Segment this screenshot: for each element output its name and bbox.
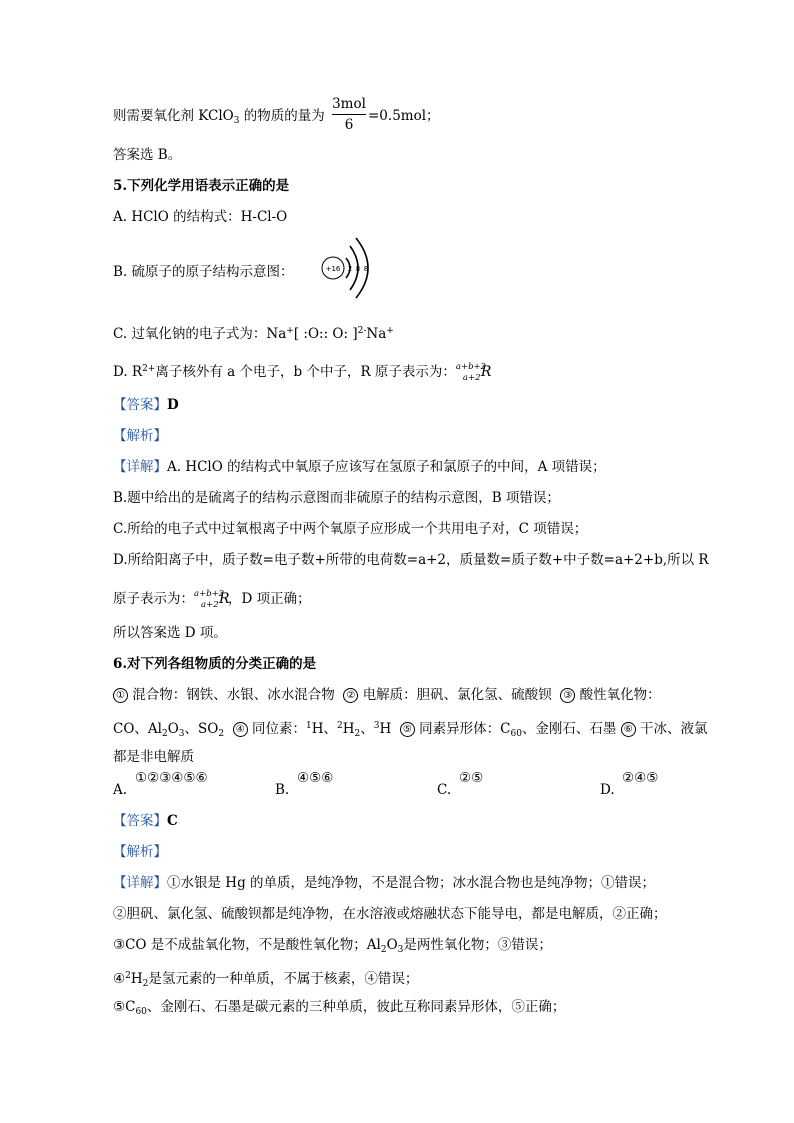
text-span: ③CO 是不成盐氧化物，不是酸性氧化物；Al <box>113 937 381 953</box>
shell-1-electrons: 2 <box>347 265 353 273</box>
text-span: 电解质：胆矾、氯化氢、硫酸钡 <box>362 687 552 703</box>
detail-line: 所以答案选 D 项。 <box>113 625 227 641</box>
circled-number: ④ <box>233 722 248 737</box>
text-span: H <box>342 721 355 737</box>
option-label: C. <box>437 782 452 798</box>
detail-line <box>113 874 655 892</box>
text-span: Na <box>366 326 387 342</box>
statement-row: 都是非电解质 <box>113 749 194 765</box>
mass-number: a+b+2 <box>455 362 487 372</box>
text-span: C. 过氧化钠的电子式为：Na <box>113 326 287 342</box>
option-d <box>600 770 659 798</box>
question-title: 5.下列化学用语表示正确的是 <box>113 178 290 194</box>
subscript: 2 <box>354 729 361 739</box>
text-span: O <box>386 937 398 953</box>
atom-structure-diagram <box>320 236 380 302</box>
answer-line <box>113 812 178 830</box>
fraction-bar <box>332 114 366 115</box>
detail-label: 【详解】 <box>113 459 167 475</box>
answer-value: C <box>167 813 178 829</box>
text-span: ，D 项正确； <box>228 591 311 607</box>
text-span: ⑤C <box>113 999 136 1015</box>
text-span: 是氢元素的一种单质，不属于核素，④错误； <box>148 971 419 987</box>
option-d <box>113 360 490 382</box>
element-symbol: R <box>480 364 492 380</box>
text-span: ①水银是 Hg 的单质，是纯净物，不是混合物；冰水混合物也是纯净物；①错误； <box>167 875 655 891</box>
text-line <box>113 107 325 130</box>
option-a: A. HClO 的结构式：H-Cl-O <box>113 209 288 225</box>
option-c <box>437 770 484 798</box>
superscript: 2- <box>357 326 367 336</box>
detail-line: ②胆矾、氯化氢、硫酸钡都是纯净物，在水溶液或熔融状态下能导电，都是电解质，②正确； <box>113 906 667 922</box>
detail-line <box>113 967 418 993</box>
isotope-notation <box>456 360 490 382</box>
text-span: 、SO <box>184 721 219 737</box>
text-span: A. HClO 的结构式中氧原子应该写在氢原子和氯原子的中间，A 项错误； <box>167 459 606 475</box>
subscript: 60 <box>135 1007 147 1017</box>
superscript: + <box>386 326 394 336</box>
text-span: H <box>130 971 143 987</box>
option-b: B. 硫原子的原子结构示意图： <box>113 264 294 280</box>
fraction-numerator: 3mol <box>332 96 366 112</box>
fraction-denominator: 6 <box>344 117 354 133</box>
analysis-label: 【解析】 <box>113 844 167 860</box>
detail-line: D.所给阳离子中，质子数=电子数+所带的电荷数=a+2，质量数=质子数+中子数=a+2+b,所以 R <box>113 552 709 568</box>
subscript: 2 <box>161 729 168 739</box>
circled-number: ⑤ <box>400 722 415 737</box>
text-span: D. R <box>113 364 143 380</box>
subscript: 60 <box>510 729 522 739</box>
subscript: 2 <box>142 979 149 989</box>
detail-line <box>113 587 311 609</box>
text-span: 、金刚石、石墨是碳元素的三种单质，彼此互称同素异形体，⑤正确； <box>146 999 566 1015</box>
subscript: 3 <box>178 729 185 739</box>
text-span: ④ <box>113 971 126 987</box>
detail-line: B.题中给出的是硫离子的结构示意图而非硫原子的结构示意图，B 项错误； <box>113 490 560 506</box>
text-line: =0.5mol； <box>368 108 440 124</box>
isotope-notation <box>194 587 228 609</box>
detail-label: 【详解】 <box>113 875 167 891</box>
text-span: H、 <box>311 721 337 737</box>
shell-3-electrons: 8 <box>363 265 369 273</box>
superscript: 3 <box>373 721 380 731</box>
text-span: 干冰、液氯 <box>640 721 708 737</box>
circled-number: ③ <box>560 688 575 703</box>
text-span: 混合物：钢铁、水银、冰水混合物 <box>132 687 335 703</box>
mass-number: a+b+2 <box>194 589 225 599</box>
subscript: 2 <box>218 729 225 739</box>
answer-line <box>113 396 179 414</box>
text-span: 离子核外有 a 个电子，b 个中子，R 原子表示为： <box>155 364 456 380</box>
option-label: A. <box>113 782 128 798</box>
atomic-number: a+2 <box>201 600 219 610</box>
text-line: 答案选 B。 <box>113 147 182 163</box>
text-span: 原子表示为： <box>113 591 194 607</box>
circled-number: ① <box>113 688 128 703</box>
option-value: ②④⑤ <box>622 770 659 786</box>
fraction <box>332 96 366 133</box>
text-span: 同素异形体：C <box>419 721 511 737</box>
option-value: ②⑤ <box>459 770 484 786</box>
option-b <box>275 770 334 798</box>
option-a <box>113 770 208 798</box>
option-label: B. <box>275 782 290 798</box>
text-span: 、 <box>360 721 374 737</box>
circled-number: ⑥ <box>621 722 636 737</box>
superscript: 1 <box>305 721 312 731</box>
statement-row <box>113 717 708 743</box>
text-span: 的物质的量为 <box>239 108 325 124</box>
text-span: 则需要氧化剂 KClO <box>113 108 234 124</box>
atomic-number: a+2 <box>462 373 481 383</box>
answer-label: 【答案】 <box>113 813 167 829</box>
text-span: CO、Al <box>113 721 162 737</box>
option-c <box>113 322 394 343</box>
option-value: ①②③④⑤⑥ <box>135 770 208 786</box>
superscript: 2+ <box>142 364 156 374</box>
text-span: 、金刚石、石墨 <box>521 721 617 737</box>
subscript: 2 <box>380 945 387 955</box>
detail-line <box>113 458 606 476</box>
detail-line <box>113 936 552 959</box>
superscript: + <box>286 326 294 336</box>
superscript: 2 <box>125 971 131 981</box>
text-span: 是两性氧化物；③错误； <box>403 937 552 953</box>
superscript: 2 <box>336 721 343 731</box>
shell-2-electrons: 8 <box>355 265 361 273</box>
question-title: 6.对下列各组物质的分类正确的是 <box>113 656 317 672</box>
text-span: H <box>379 721 392 737</box>
answer-value: D <box>167 397 179 413</box>
circled-number: ② <box>343 688 358 703</box>
text-span: 同位素： <box>251 721 306 737</box>
analysis-label: 【解析】 <box>113 428 167 444</box>
element-symbol: R <box>219 591 230 607</box>
detail-line <box>113 998 565 1021</box>
subscript: 3 <box>233 116 240 126</box>
detail-line: C.所给的电子式中过氧根离子中两个氧原子应形成一个共用电子对，C 项错误； <box>113 521 588 537</box>
text-span: O <box>167 721 179 737</box>
option-value: ④⑤⑥ <box>297 770 334 786</box>
text-span: 酸性氧化物： <box>579 687 661 703</box>
option-label: D. <box>600 782 615 798</box>
nucleus-charge: +16 <box>325 265 341 273</box>
statement-row <box>113 686 661 704</box>
subscript: 3 <box>397 945 404 955</box>
answer-label: 【答案】 <box>113 397 167 413</box>
text-span: [ :O:: O: ] <box>293 326 358 342</box>
